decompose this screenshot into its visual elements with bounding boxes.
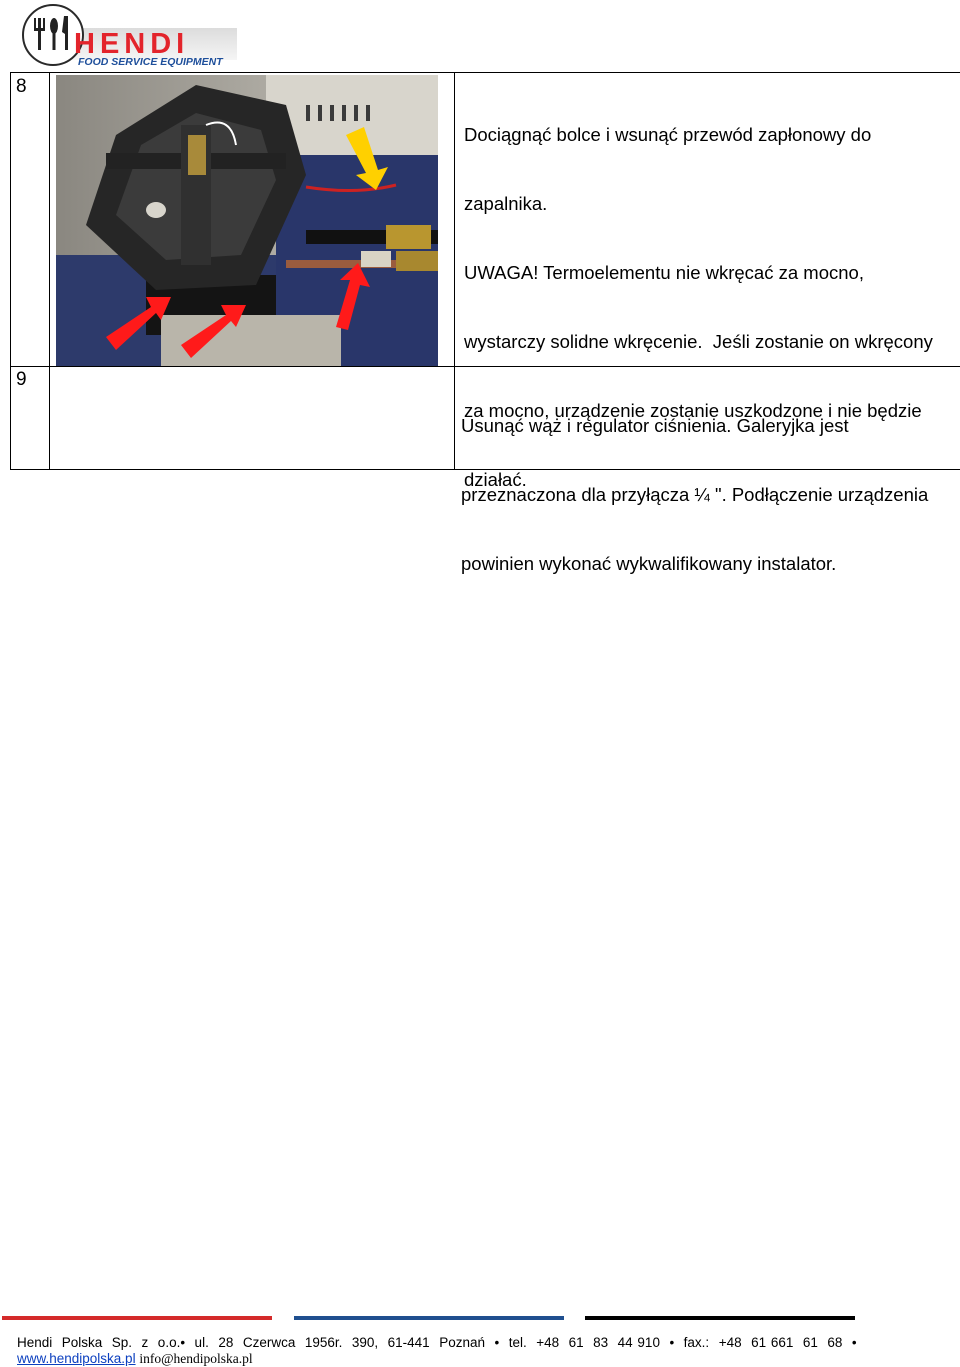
footer-contacts — [17, 1351, 253, 1367]
website-link[interactable]: www.hendipolska.pl — [17, 1351, 136, 1366]
table-border-left — [10, 72, 11, 470]
hendi-logo — [22, 4, 222, 68]
step-number: 9 — [16, 369, 27, 390]
step-instruction-line: przeznaczona dla przyłącza ¼ ". Podłączenie urządzenia — [461, 484, 929, 505]
logo-subtitle: FOOD SERVICE EQUIPMENT — [78, 56, 223, 68]
email-address: info@hendipolska.pl — [139, 1351, 253, 1366]
footer-bar-black — [585, 1316, 855, 1320]
step-instruction-line: powinien wykonać wykwalifikowany instalator. — [461, 553, 837, 574]
table-col-divider-1 — [49, 72, 50, 470]
logo-wordmark: HENDI — [74, 28, 190, 60]
step-instruction — [461, 368, 928, 598]
step-instruction-line: działać. — [464, 469, 527, 490]
table-col-divider-2 — [454, 72, 455, 470]
step-instruction-line: Usunąć wąż i regulator ciśnienia. Galeryjka jest — [461, 415, 849, 436]
footer-bar-red — [2, 1316, 272, 1320]
step-number: 8 — [16, 76, 27, 97]
step-instruction-line: UWAGA! Termoelementu nie wkręcać za mocno, — [464, 262, 864, 283]
table-border-top — [10, 72, 960, 73]
step-instruction-line: wystarczy solidne wkręcenie. Jeśli zostanie on wkręcony — [464, 331, 933, 352]
step-instruction-line: zapalnika. — [464, 193, 548, 214]
burner-photo — [56, 75, 438, 366]
step-instruction-line: za mocno, urządzenie zostanie uszkodzone i nie będzie — [464, 400, 922, 421]
footer-address: Hendi Polska Sp. z o.o.• ul. 28 Czerwca 1956r. 390, 61-441 Poznań • tel. +48 61 83 44 910 • fax.: +48 61 661 61 68 • — [17, 1335, 857, 1350]
footer-bar-blue — [294, 1316, 564, 1320]
step-instruction-line: Dociągnąć bolce i wsunąć przewód zapłonowy do — [464, 124, 872, 145]
